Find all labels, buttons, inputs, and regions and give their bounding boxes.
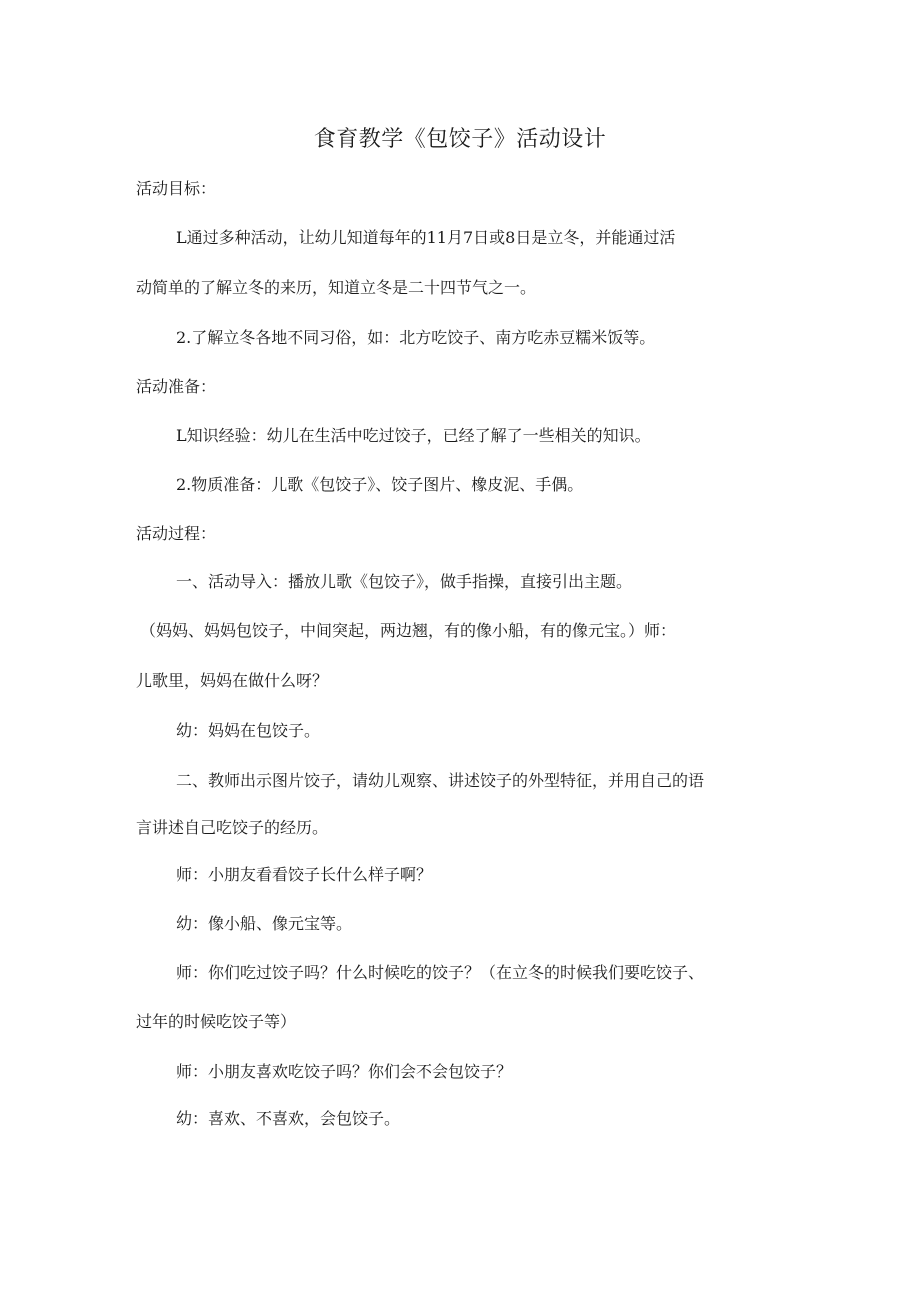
section-heading-process: 活动过程： <box>136 524 217 543</box>
paragraph-line: 动简单的了解立冬的来历，知道立冬是二十四节气之一。 <box>136 278 537 297</box>
paragraph-line: 儿歌里，妈妈在做什么呀？ <box>136 671 329 690</box>
section-heading-preparation: 活动准备： <box>136 377 217 396</box>
paragraph-line: L知识经验：幼儿在生活中吃过饺子，已经了解了一些相关的知识。 <box>176 426 651 445</box>
paragraph-line: 过年的时候吃饺子等） <box>136 1012 297 1031</box>
paragraph-line: 一、活动导入：播放儿歌《包饺子》，做手指操，直接引出主题。 <box>176 572 633 591</box>
paragraph-line: 幼：妈妈在包饺子。 <box>176 721 321 740</box>
paragraph-line: 二、教师出示图片饺子，请幼儿观察、讲述饺子的外型特征，并用自己的语 <box>176 771 705 790</box>
paragraph-line: 言讲述自己吃饺子的经历。 <box>136 818 329 837</box>
paragraph-line: L通过多种活动，让幼儿知道每年的11月7日或8日是立冬，并能通过活 <box>176 228 676 247</box>
paragraph-line: 2.物质准备：儿歌《包饺子》、饺子图片、橡皮泥、手偶。 <box>176 475 584 494</box>
paragraph-line: 幼：像小船、像元宝等。 <box>176 914 353 933</box>
paragraph-line: 师：小朋友看看饺子长什么样子啊？ <box>176 865 433 884</box>
paragraph-line: 2.了解立冬各地不同习俗，如：北方吃饺子、南方吃赤豆糯米饭等。 <box>176 328 656 347</box>
paragraph-line: 师：你们吃过饺子吗？什么时候吃的饺子？（在立冬的时候我们要吃饺子、 <box>176 963 705 982</box>
document-title: 食育教学《包饺子》活动设计 <box>313 127 607 152</box>
paragraph-line: 幼：喜欢、不喜欢，会包饺子。 <box>176 1109 401 1128</box>
section-heading-goals: 活动目标： <box>136 179 217 198</box>
paragraph-line: （妈妈、妈妈包饺子，中间突起，两边翘，有的像小船，有的像元宝。）师： <box>140 621 677 640</box>
paragraph-line: 师：小朋友喜欢吃饺子吗？你们会不会包饺子？ <box>176 1062 513 1081</box>
